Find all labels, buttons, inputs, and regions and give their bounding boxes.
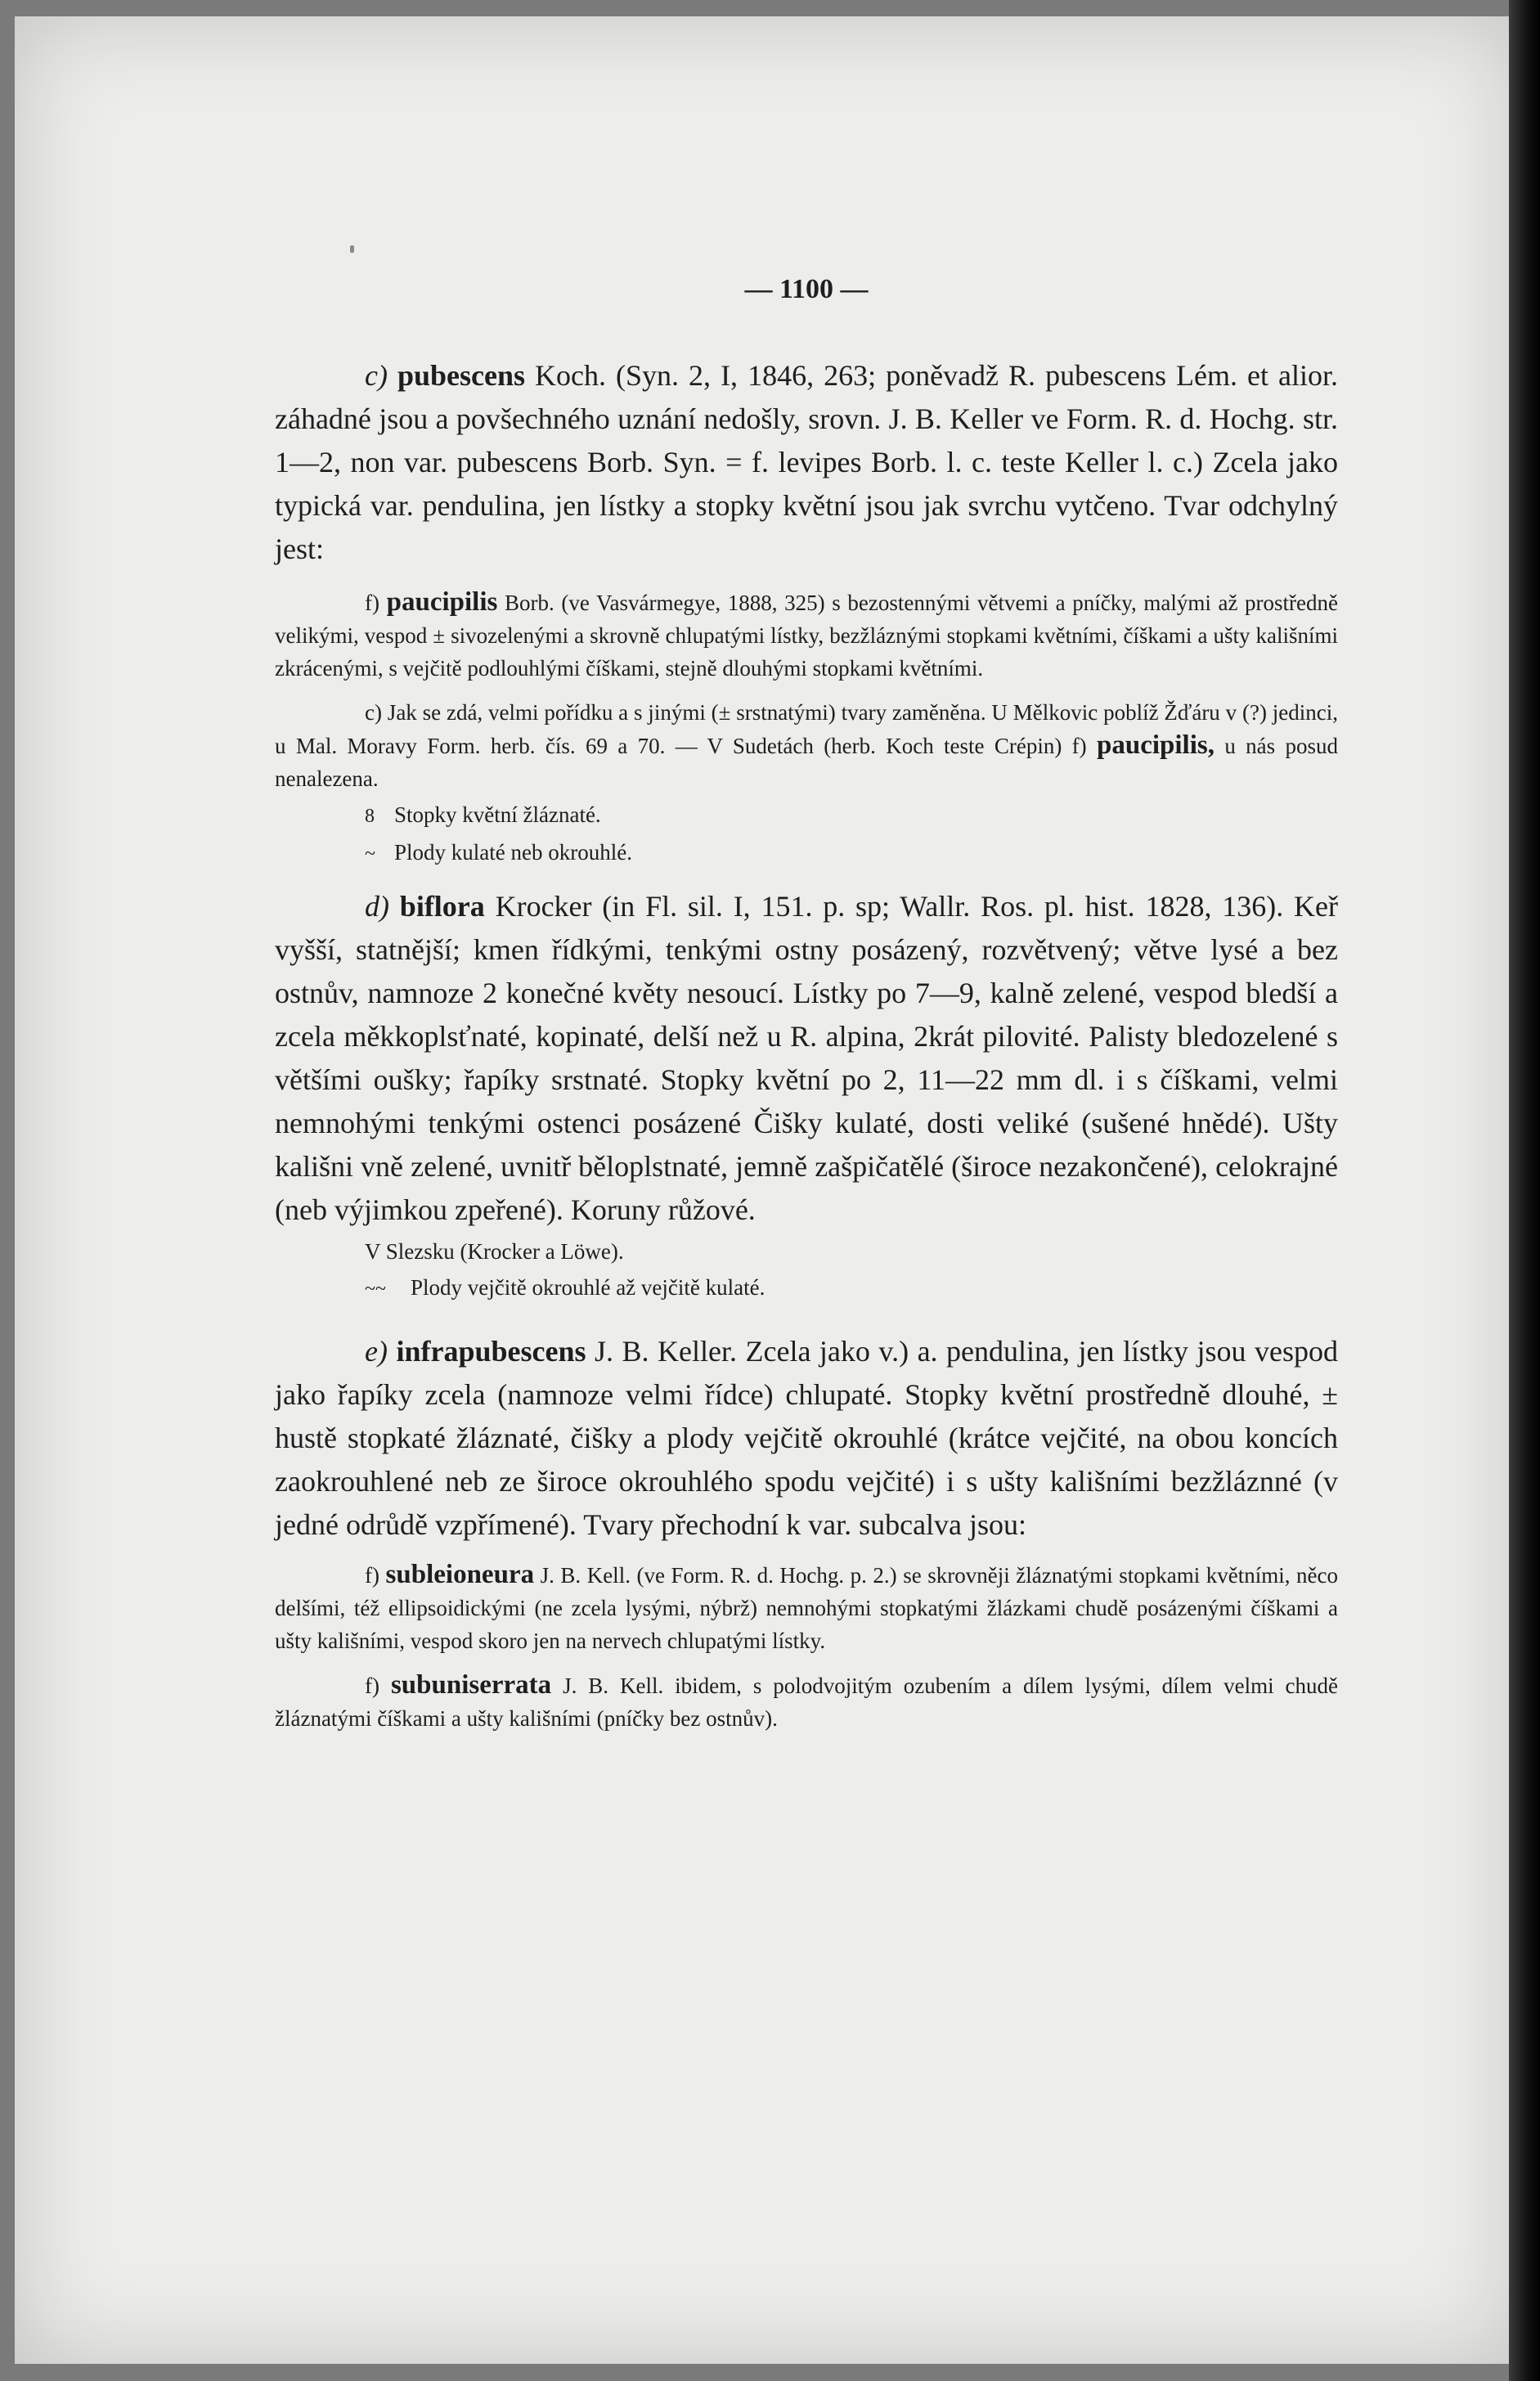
page-content: [275, 274, 1338, 1735]
dust-speck: [350, 245, 354, 253]
form-paucipilis: [275, 586, 1338, 685]
symbol-glyph: 8: [365, 806, 375, 827]
form-text: J. B. Kell. (ve Form. R. d. Hochg. p. 2.) se skrovněji žláznatými stopkami květními, něco delšími, též ellipsoidickými (ne zcela lysými, nýbrž) nemnohými stopkatými žlázkami chudě posázenými číškami a ušty kališními, vespod skoro jen na nervech chlupatými lístky.: [275, 1563, 1339, 1653]
symbol-text: Stopky květní žláznaté.: [394, 802, 601, 827]
form-subleioneura: [275, 1558, 1338, 1657]
form-text: Borb. (ve Vasvármegye, 1888, 325) s bezostennými větvemi a pníčky, malými až prostředně velikými, vespod ± sivozelenými a skrovně chlupatými lístky, bezžláznými stopkami květními, číškami a ušty kališními zkrácenými, s vejčitě podlouhlými číškami, stejně dlouhými stopkami květními.: [275, 591, 1339, 681]
symbol-text: Plody kulaté neb okrouhlé.: [394, 840, 632, 865]
section-label: e): [365, 1335, 388, 1368]
note-end: u nás posud nenalezena.: [275, 734, 1338, 791]
book-spine-edge: [1509, 0, 1540, 2381]
section-c-pubescens: [275, 354, 1338, 571]
section-d-biflora: [275, 885, 1338, 1232]
variety-name: biflora: [399, 890, 485, 923]
symbol-line-fruit-ovate: [275, 1271, 1338, 1305]
section-e-infrapubescens: [275, 1330, 1338, 1547]
form-name: subleioneura: [385, 1560, 535, 1589]
symbol-text: Plody vejčitě okrouhlé až vejčitě kulaté.: [411, 1275, 766, 1300]
scanned-page: [15, 16, 1520, 2364]
variety-name: pubescens: [397, 359, 526, 392]
section-text: Krocker (in Fl. sil. I, 151. p. sp; Wallr. Ros. pl. hist. 1828, 136). Keř vyšší, statnější; kmen řídkými, tenkými ostny posázený, rozvětvený; větve lysé a bez ostnův, namnoze 2 konečné květy nesoucí. Lístky po 7—9, kalně zelené, vespod bledší a zcela měkkoplsťnaté, kopinaté, delší než u R. alpina, 2krát pilovité. Palisty bledozelené s většími oušky; řapíky srstnaté. Stopky květní po 2, 11—22 mm dl. i s číškami, velmi nemnohými tenkými ostenci posázené Čišky kulaté, dosti veliké (sušené hnědé). Ušty kališni vně zelené, uvnitř běloplstnaté, jemně zašpičatělé (široce nezakončené), celokrajné (neb výjimkou zpeřené). Koruny růžové.: [275, 890, 1338, 1226]
section-label: d): [365, 890, 389, 923]
form-label: f): [365, 591, 379, 615]
form-name: paucipilis: [386, 587, 498, 617]
form-text: J. B. Kell. ibidem, s polodvojitým ozubením a dílem lysými, dílem velmi chudě žláznatými číškami a ušty kališními (pníčky bez ostnův).: [275, 1673, 1339, 1731]
form-label: f): [365, 1673, 379, 1698]
section-label: c): [365, 359, 388, 392]
section-text: J. B. Keller. Zcela jako v.) a. pendulina, jen lístky jsou vespod jako řapíky zcela (namnoze velmi řídce) chlupaté. Stopky květní prostředně dlouhé, ± hustě stopkaté žláznaté, čišky a plody vejčitě okrouhlé (krátce vejčité, na obou koncích zaokrouhlené neb ze široce okrouhlého spodu vejčité) i s ušty kališními bezžláznné (v jedné odrůdě vzpřímené). Tvary přechodní k var. subcalva jsou:: [275, 1335, 1339, 1541]
symbol-glyph: ~: [365, 843, 375, 865]
distribution-note: [275, 696, 1338, 795]
symbol-line-fruit-round: [275, 836, 1338, 870]
variety-name: infrapubescens: [396, 1335, 586, 1368]
page-number: — 1100 —: [744, 274, 869, 304]
note-start: c) Jak se zdá, velmi pořídku a s jinými (± srstnatými) tvary zaměněna. U Mělkovic poblíž Žďáru v (?) jedinci, u Mal. Moravy Form. herb. čís. 69 a 70. — V Sudetách (herb. Koch teste Crépin) f): [275, 700, 1338, 758]
form-label: f): [365, 1563, 379, 1588]
locality-note: V Slezsku (Krocker a Löwe).: [365, 1239, 624, 1264]
symbol-glyph: ~~: [365, 1278, 386, 1300]
symbol-line-glandular: [275, 798, 1338, 833]
note-form-name: paucipilis,: [1097, 730, 1214, 760]
form-name: subuniserrata: [390, 1670, 552, 1700]
section-text: Koch. (Syn. 2, I, 1846, 263; poněvadž R. pubescens Lém. et alior. záhadné jsou a povšechného uznání nedošly, srovn. J. B. Keller ve Form. R. d. Hochg. str. 1—2, non var. pubescens Borb. Syn. = f. levipes Borb. l. c. teste Keller l. c.) Zcela jako typická var. pendulina, jen lístky a stopky květní jsou jak svrchu vytčeno. Tvar odchylný jest:: [275, 359, 1338, 565]
form-subuniserrata: [275, 1669, 1338, 1735]
